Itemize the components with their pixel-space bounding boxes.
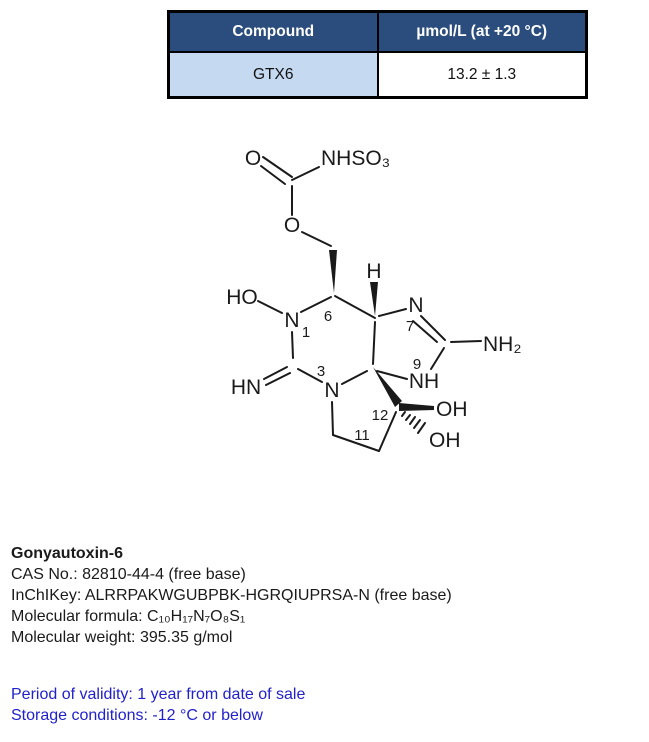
cas-number-line: CAS No.: 82810-44-4 (free base) [11,566,246,583]
num-label-1: 1 [301,324,311,341]
table-header-concentration: µmol/L (at +20 °C) [378,12,587,53]
position-number-labels [302,308,421,444]
atom-label-nhso3: NHSO₃ [321,147,391,170]
compound-name-cell: GTX6 [169,52,378,98]
num-label-12: 12 [371,407,389,424]
compound-info-block [11,543,452,648]
concentration-table [167,10,588,99]
atom-label-h: H [366,260,382,283]
table-header-row [169,12,587,53]
molecular-formula-line: Molecular formula: C₁₀H₁₇N₇O₈S₁ [11,608,246,625]
validity-storage-block [11,684,305,726]
table-header-compound: Compound [169,12,378,53]
atom-label-ester-o: O [283,214,301,237]
atom-label-n3: N [324,379,340,402]
compound-name: Gonyautoxin-6 [11,545,124,562]
num-label-7: 7 [405,318,415,335]
num-label-6: 6 [323,308,333,325]
atom-label-nh9: NH [408,370,440,393]
period-of-validity-line: Period of validity: 1 year from date of sale [11,686,306,703]
atom-label-carbonyl-o: O [244,147,262,170]
molecular-weight-line: Molecular weight: 395.35 g/mol [11,629,233,646]
atom-label-n1: N [284,309,300,332]
atom-label-nh2: NH₂ [483,333,522,356]
table-row [169,52,587,98]
num-label-3: 3 [316,363,326,380]
num-label-9: 9 [412,356,422,373]
atom-label-ho: HO [226,286,258,309]
storage-conditions-line: Storage conditions: -12 °C or below [11,707,263,724]
concentration-value-cell: 13.2 ± 1.3 [378,52,587,98]
hash-bond [402,412,425,433]
atom-label-oh-wedge: OH [436,398,468,421]
molecule-structure [180,120,530,465]
atom-label-n7: N [408,294,424,317]
num-label-11: 11 [354,427,370,444]
atom-label-hn: HN [230,376,262,399]
atom-label-oh-hash: OH [429,429,461,452]
inchikey-line: InChIKey: ALRRPAKWGUBPBK-HGRQIUPRSA-N (free base) [11,587,452,604]
